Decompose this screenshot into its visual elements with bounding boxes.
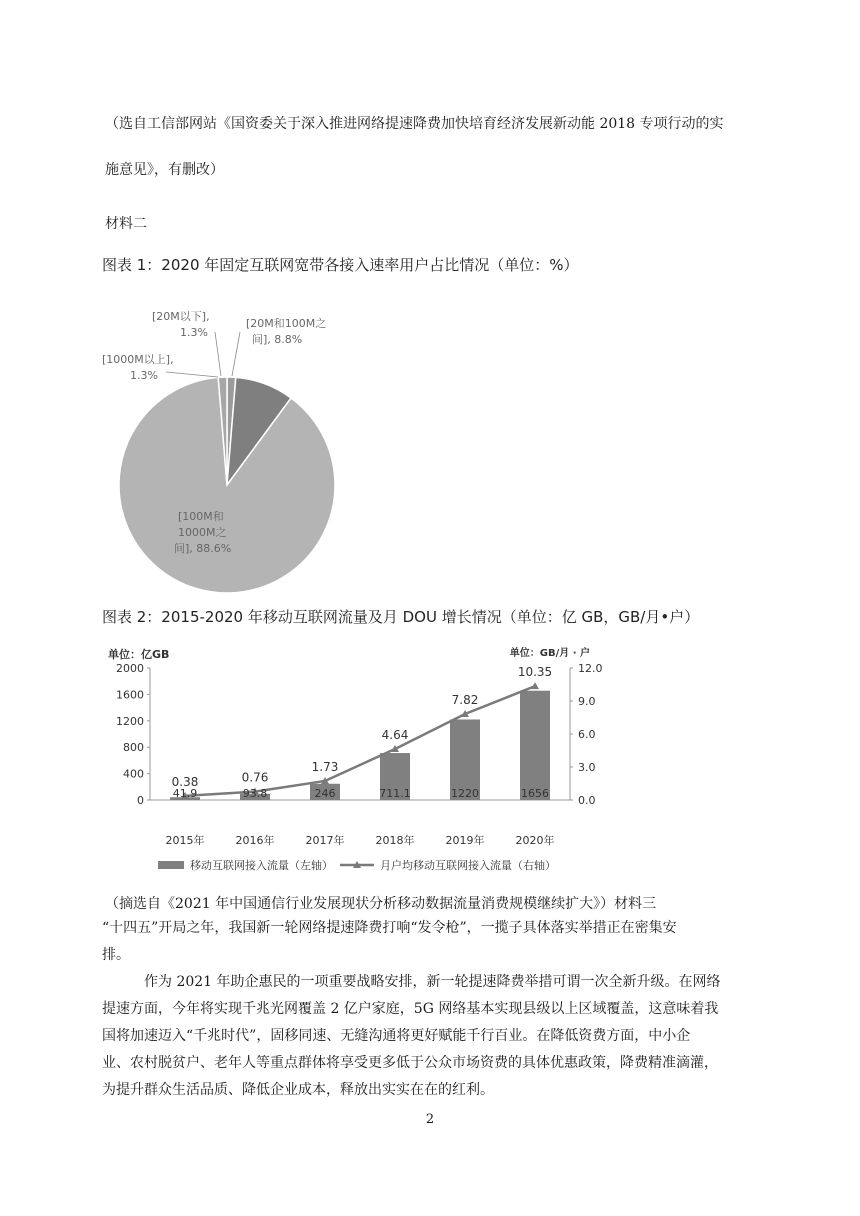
pie-leader-line <box>215 332 221 376</box>
source-citation-line2: 施意见》，有删改） <box>105 162 224 178</box>
figure2-caption: 图表 2：2015-2020 年移动互联网流量及月 DOU 增长情况（单位：亿 GB，GB/月•户） <box>102 608 700 626</box>
source-citation-line1: （选自工信部网站《国资委关于深入推进网络提速降费加快培育经济发展新动能 2018 专项行动的实 <box>105 116 724 132</box>
legend-line-label: 月户均移动互联网接入流量（右轴） <box>380 859 556 872</box>
pie-slice-label: 1000M之 <box>178 526 227 539</box>
right-tick-label: 3.0 <box>578 761 596 774</box>
paragraph-1-line2: 排。 <box>102 947 130 963</box>
bar-value-label: 1220 <box>451 787 479 800</box>
pie-slice-label: [20M以下], <box>152 310 210 323</box>
left-tick-label: 1200 <box>116 714 144 728</box>
pie-slice-label: [100M和 <box>178 510 224 523</box>
category-label: 2019年 <box>445 834 485 847</box>
dou-line <box>185 686 535 796</box>
pie-slice-label: 间], 8.8% <box>252 333 303 346</box>
right-axis-title: 单位：GB/月 · 户 <box>509 648 590 659</box>
bar-value-label: 41.9 <box>172 787 198 800</box>
dou-value-label: 0.76 <box>241 770 269 785</box>
left-tick-label: 0 <box>137 794 144 807</box>
paragraph-1 <box>102 915 772 969</box>
paragraph-2-line4: 业、农村脱贫户、老年人等重点群体将享受更多低于公众市场资费的具体优惠政策，降费精准滴灌， <box>102 1055 718 1071</box>
category-label: 2015年 <box>165 834 205 847</box>
category-label: 2016年 <box>235 834 275 847</box>
bar-value-label: 246 <box>314 787 336 800</box>
bar-value-label: 93.8 <box>242 787 268 800</box>
left-tick-label: 2000 <box>116 662 144 675</box>
paragraph-2-line5: 为提升群众生活品质、降低企业成本，释放出实实在在的红利。 <box>102 1082 494 1098</box>
pie-slice-label: 1.3% <box>180 326 208 339</box>
figure1-caption: 图表 1：2020 年固定互联网宽带各接入速率用户占比情况（单位：%） <box>102 256 579 274</box>
category-label: 2020年 <box>515 834 555 847</box>
bar <box>520 691 550 800</box>
pie-chart <box>100 280 360 600</box>
dou-point <box>531 682 539 689</box>
legend-bar-label: 移动互联网接入流量（左轴） <box>190 859 333 872</box>
pie-slice-label: 1.3% <box>130 369 158 382</box>
dou-value-label: 7.82 <box>451 692 479 707</box>
right-tick-label: 0.0 <box>578 794 596 807</box>
paragraph-2-line3: 国将加速迈入“千兆时代”，固移同速、无缝沟通将更好赋能千行百业。在降低资费方面，中小企 <box>102 1028 691 1044</box>
left-axis-title: 单位：亿GB <box>108 648 170 661</box>
legend-bar-swatch <box>158 861 184 869</box>
left-tick-label: 800 <box>123 741 144 755</box>
bar-value-label: 1656 <box>521 787 549 800</box>
pie-slice-label: 间], 88.6% <box>174 542 232 555</box>
left-tick-label: 1600 <box>116 688 144 702</box>
dou-value-label: 4.64 <box>381 727 409 742</box>
bar-value-label: 711.1 <box>379 787 411 800</box>
right-tick-label: 9.0 <box>578 695 596 708</box>
flow-chart <box>100 636 620 886</box>
paragraph-1-line1: “十四五”开局之年，我国新一轮网络提速降费打响“发令枪”，一揽子具体落实举措正在密集安 <box>102 920 677 936</box>
left-tick-label: 400 <box>123 767 144 781</box>
pie-leader-line <box>232 332 240 376</box>
paragraph-2-line1: 作为 2021 年助企惠民的一项重要战略安排，新一轮提速降费举措可谓一次全新升级。在网络 <box>144 974 721 990</box>
category-label: 2017年 <box>305 834 345 847</box>
source-citation-2: （摘选自《2021 年中国通信行业发展现状分析移动数据流量消费规模继续扩大》）材料三 <box>105 896 657 912</box>
pie-leader-line <box>166 372 218 377</box>
pie-slice-label: [1000M以上], <box>102 353 174 366</box>
dou-value-label: 1.73 <box>311 759 339 774</box>
right-tick-label: 6.0 <box>578 728 596 741</box>
dou-value-label: 0.38 <box>171 774 199 789</box>
paragraph-2 <box>102 969 772 1104</box>
page-number: 2 <box>425 1112 435 1127</box>
category-label: 2018年 <box>375 834 415 847</box>
dou-value-label: 10.35 <box>517 665 553 680</box>
material-two-label: 材料二 <box>105 216 147 232</box>
right-tick-label: 12.0 <box>578 662 603 675</box>
pie-slice-label: [20M和100M之 <box>246 317 327 330</box>
paragraph-2-line2: 提速方面，今年将实现千兆光网覆盖 2 亿户家庭，5G 网络基本实现县级以上区域覆盖，这意味着我 <box>102 1001 719 1017</box>
